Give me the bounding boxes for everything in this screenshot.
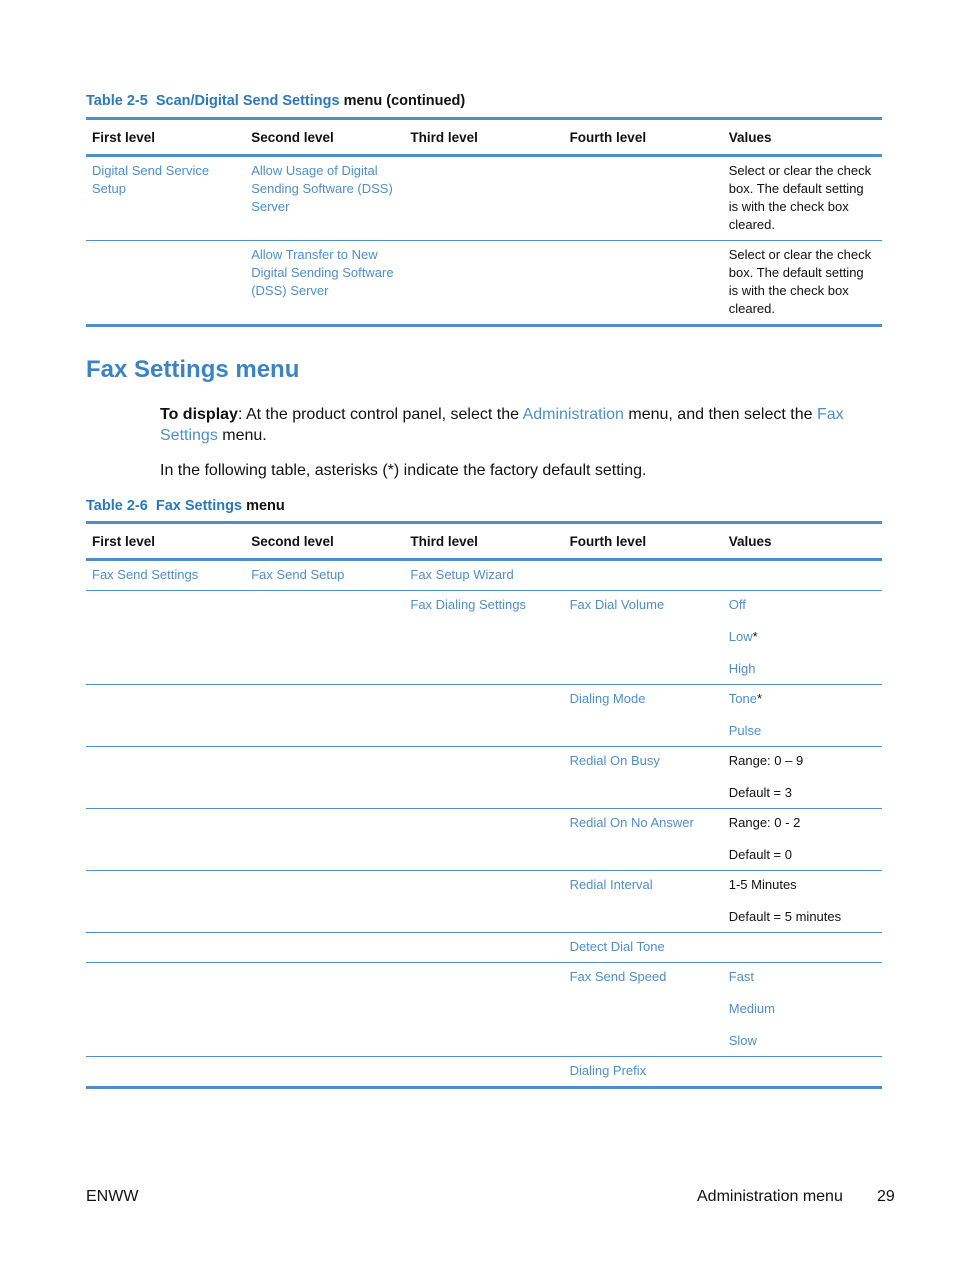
cell-fourth-level[interactable]: Redial Interval — [564, 871, 723, 933]
value-text: Off — [728, 597, 746, 612]
default-asterisk: * — [756, 691, 763, 706]
value-option — [729, 876, 876, 894]
value-option — [729, 752, 876, 770]
table-2-6-caption — [86, 498, 285, 514]
cell-third-level — [404, 241, 563, 326]
table-caption-suffix: menu (continued) — [343, 93, 466, 109]
cell-second-level[interactable]: Allow Usage of Digital Sending Software (DSS) Server — [245, 156, 404, 241]
header-fourth-level: Fourth level — [564, 119, 723, 156]
cell-second-level[interactable]: Fax Send Setup — [245, 560, 404, 591]
fax-settings-link[interactable]: Fax Settings — [160, 406, 844, 444]
cell-first-level — [86, 591, 245, 685]
scan-digital-send-settings-table — [86, 117, 882, 327]
cell-fourth-level[interactable]: Dialing Prefix — [564, 1057, 723, 1088]
value-text: Range: 0 – 9 — [728, 753, 804, 768]
fax-settings-table — [86, 521, 882, 1089]
display-text-2: menu, and then select the — [623, 406, 817, 423]
value-text: 1-5 Minutes — [728, 877, 797, 892]
value-option — [729, 814, 876, 832]
cell-fourth-level[interactable]: Fax Dial Volume — [564, 591, 723, 685]
value-option[interactable] — [729, 596, 876, 614]
header-first-level: First level — [86, 119, 245, 156]
cell-third-level — [404, 1057, 563, 1088]
cell-second-level — [245, 685, 404, 747]
cell-values — [723, 591, 882, 685]
value-text: Fast — [728, 969, 755, 984]
value-text: High — [728, 661, 756, 676]
table-label: Table 2-6 — [86, 498, 148, 514]
value-option — [729, 846, 876, 864]
table-header-row — [86, 523, 882, 560]
table-row — [86, 809, 882, 871]
value-text: Range: 0 - 2 — [728, 815, 801, 830]
cell-first-level[interactable]: Fax Send Settings — [86, 560, 245, 591]
page-number: 29 — [877, 1188, 895, 1205]
cell-fourth-level[interactable]: Dialing Mode — [564, 685, 723, 747]
header-values: Values — [723, 523, 882, 560]
cell-values — [723, 1057, 882, 1088]
table-row — [86, 933, 882, 963]
value-option[interactable] — [729, 628, 876, 646]
table-row — [86, 156, 882, 241]
value-text: Medium — [728, 1001, 775, 1016]
cell-fourth-level — [564, 560, 723, 591]
cell-fourth-level[interactable]: Fax Send Speed — [564, 963, 723, 1057]
value-option[interactable] — [729, 690, 876, 708]
value-text: Pulse — [728, 723, 762, 738]
footer-section-name: Administration menu — [697, 1188, 843, 1205]
value-option[interactable] — [729, 660, 876, 678]
cell-third-level — [404, 156, 563, 241]
table-menu-name: Scan/Digital Send Settings — [155, 93, 340, 109]
table-menu-name: Fax Settings — [155, 498, 243, 514]
cell-fourth-level[interactable]: Redial On No Answer — [564, 809, 723, 871]
cell-second-level — [245, 591, 404, 685]
cell-third-level — [404, 933, 563, 963]
table-row — [86, 241, 882, 326]
cell-third-level[interactable]: Fax Setup Wizard — [404, 560, 563, 591]
value-text: Low — [728, 629, 753, 644]
table-header-row — [86, 119, 882, 156]
table-2-5-caption — [86, 93, 465, 109]
header-second-level: Second level — [245, 523, 404, 560]
cell-first-level — [86, 871, 245, 933]
cell-fourth-level[interactable]: Redial On Busy — [564, 747, 723, 809]
header-values: Values — [723, 119, 882, 156]
cell-values — [723, 685, 882, 747]
cell-values: Select or clear the check box. The default setting is with the check box cleared. — [723, 241, 882, 326]
value-option — [729, 908, 876, 926]
display-text-1: : At the product control panel, select the — [237, 406, 523, 423]
cell-third-level — [404, 809, 563, 871]
value-option — [729, 784, 876, 802]
table-label: Table 2-5 — [86, 93, 148, 109]
cell-fourth-level[interactable]: Detect Dial Tone — [564, 933, 723, 963]
section-title: Fax Settings menu — [86, 356, 300, 383]
header-first-level: First level — [86, 523, 245, 560]
cell-values — [723, 809, 882, 871]
value-text: Slow — [728, 1033, 757, 1048]
table-row — [86, 591, 882, 685]
cell-third-level — [404, 871, 563, 933]
value-text: Default = 5 minutes — [728, 909, 842, 924]
cell-third-level[interactable]: Fax Dialing Settings — [404, 591, 563, 685]
table-row — [86, 871, 882, 933]
value-text: Default = 3 — [728, 785, 792, 800]
value-text: Default = 0 — [728, 847, 792, 862]
cell-first-level — [86, 685, 245, 747]
value-text: Tone — [728, 691, 757, 706]
cell-fourth-level — [564, 241, 723, 326]
cell-second-level — [245, 933, 404, 963]
value-option[interactable] — [729, 1032, 876, 1050]
cell-third-level — [404, 685, 563, 747]
default-asterisk: * — [752, 629, 758, 644]
cell-first-level — [86, 933, 245, 963]
administration-link[interactable]: Administration — [522, 406, 624, 423]
table-row — [86, 685, 882, 747]
cell-values — [723, 933, 882, 963]
header-second-level: Second level — [245, 119, 404, 156]
table-row — [86, 560, 882, 591]
cell-third-level — [404, 747, 563, 809]
header-third-level: Third level — [404, 119, 563, 156]
cell-values — [723, 560, 882, 591]
display-instructions — [160, 404, 850, 446]
value-option[interactable] — [729, 968, 876, 986]
value-option[interactable] — [729, 1000, 876, 1018]
value-option[interactable] — [729, 722, 876, 740]
asterisk-note: In the following table, asterisks (*) indicate the factory default setting. — [160, 462, 647, 479]
cell-values: Select or clear the check box. The default setting is with the check box cleared. — [723, 156, 882, 241]
cell-first-level — [86, 963, 245, 1057]
footer-left-label: ENWW — [86, 1188, 139, 1205]
cell-first-level — [86, 747, 245, 809]
cell-first-level[interactable]: Digital Send Service Setup — [86, 156, 245, 241]
cell-second-level — [245, 809, 404, 871]
cell-second-level — [245, 747, 404, 809]
cell-first-level — [86, 241, 245, 326]
table-caption-suffix: menu — [246, 498, 285, 514]
cell-third-level — [404, 963, 563, 1057]
cell-first-level — [86, 1057, 245, 1088]
cell-values — [723, 747, 882, 809]
display-text-3: menu. — [217, 427, 267, 444]
table-row — [86, 963, 882, 1057]
cell-second-level — [245, 963, 404, 1057]
header-third-level: Third level — [404, 523, 563, 560]
cell-values — [723, 963, 882, 1057]
table-row — [86, 1057, 882, 1088]
header-fourth-level: Fourth level — [564, 523, 723, 560]
cell-fourth-level — [564, 156, 723, 241]
table-row — [86, 747, 882, 809]
cell-first-level — [86, 809, 245, 871]
cell-values — [723, 871, 882, 933]
display-label: To display — [160, 406, 238, 423]
cell-second-level — [245, 871, 404, 933]
cell-second-level — [245, 1057, 404, 1088]
cell-second-level[interactable]: Allow Transfer to New Digital Sending Software (DSS) Server — [245, 241, 404, 326]
